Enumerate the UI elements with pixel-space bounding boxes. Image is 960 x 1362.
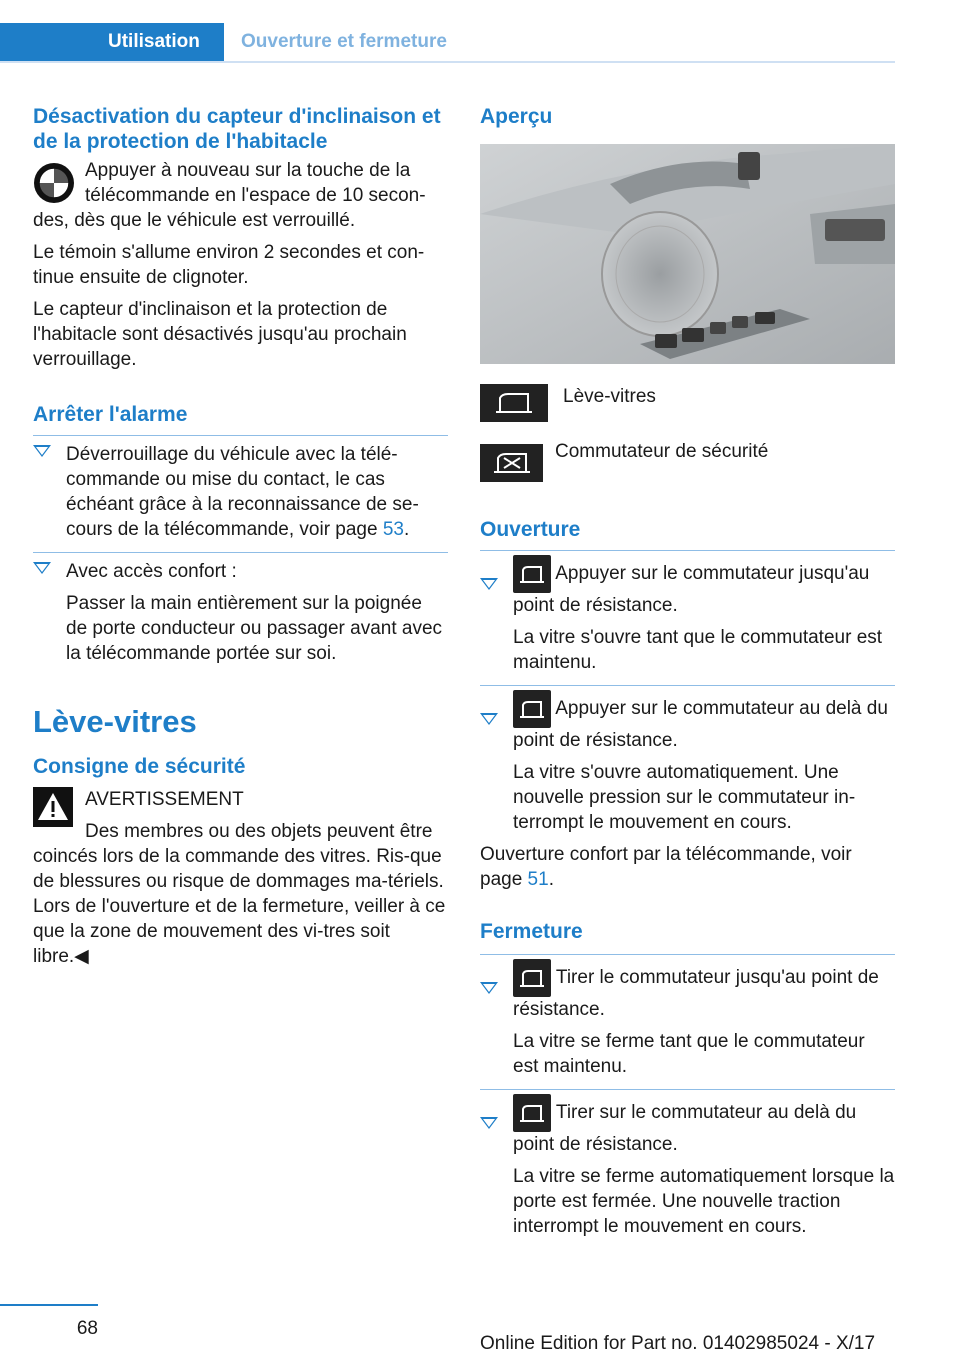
bullet-text: La vitre se ferme automatiquement lorsque la porte est fermée. Une nouvelle traction interrompt le mouvement en cours. <box>513 1166 895 1237</box>
para-desact-2: Le témoin s'allume environ 2 secondes et con‐tinue ensuite de clignoter. <box>33 242 425 288</box>
bullet-triangle-icon <box>480 713 498 725</box>
bullet-triangle-icon <box>33 562 51 574</box>
list-item <box>33 559 448 666</box>
window-switch-icon <box>513 555 551 593</box>
list-item <box>480 1094 895 1239</box>
bullet-text: La vitre se ferme tant que le commutateur est maintenu. <box>513 1031 865 1077</box>
legend-row <box>480 441 895 488</box>
divider <box>480 1089 895 1090</box>
door-panel-image <box>480 144 895 364</box>
desact-block <box>33 158 448 233</box>
tab-ouverture-fermeture[interactable]: Ouverture et fermeture <box>241 31 447 52</box>
bullet-triangle-icon <box>480 1117 498 1129</box>
page-number: 68 <box>76 1318 98 1339</box>
divider <box>33 435 448 436</box>
window-switch-icon <box>513 690 551 728</box>
punct: . <box>403 519 410 540</box>
page-link-53[interactable]: 53 <box>382 519 404 540</box>
warning-text: Des membres ou des objets peuvent être coincés lors de la commande des vitres. Ris‐que de blessures ou risque de dommages ma‐tériels. Lors de l'ouverture et de la fermeture, veiller à ce que la zone de mouvement des vi‐tres soit libre.◀ <box>33 821 446 967</box>
heading-ouverture: Ouverture <box>480 518 581 541</box>
bullet-text: Tirer le commutateur jusqu'au point de résistance. <box>513 967 879 1020</box>
bullet-text: Appuyer sur le commutateur jusqu'au point de résistance. <box>513 563 870 616</box>
window-switch-icon <box>480 384 548 422</box>
warning-block <box>33 787 448 969</box>
bullet-triangle-icon <box>480 578 498 590</box>
bullet-text: Tirer sur le commutateur au delà du point de résistance. <box>513 1102 857 1155</box>
list-item <box>33 442 448 542</box>
legend-commutateur-securite: Commutateur de sécurité <box>555 441 769 462</box>
divider <box>480 550 895 551</box>
bullet-title: Avec accès confort : <box>66 561 237 582</box>
divider <box>480 954 895 955</box>
heading-leve-vitres: Lève-vitres <box>33 704 197 739</box>
divider <box>480 685 895 686</box>
window-switch-icon <box>513 1094 551 1132</box>
window-switch-icon <box>513 959 551 997</box>
tab-utilisation[interactable]: Utilisation <box>0 23 224 61</box>
safety-switch-icon <box>480 444 543 482</box>
bullet-text: Passer la main entièrement sur la poignée de porte conducteur ou passager avant avec la télécommande portée sur soi. <box>66 593 443 664</box>
heading-arreter-alarme: Arrêter l'alarme <box>33 403 188 426</box>
para-desact-3: Le capteur d'inclinaison et la protection de l'habitacle sont désactivés jusqu'au prochain verrouillage. <box>33 299 407 370</box>
bullet-triangle-icon <box>33 445 51 457</box>
header-bar <box>0 23 895 63</box>
bullet-text: La vitre s'ouvre automatiquement. Une nouvelle pression sur le commutateur in‐terrompt le mouvement en cours. <box>513 762 856 833</box>
left-column <box>33 104 448 969</box>
bullet-text: La vitre s'ouvre tant que le commutateur est maintenu. <box>513 627 883 673</box>
page-link-51[interactable]: 51 <box>527 869 549 890</box>
bmw-key-icon <box>33 162 75 204</box>
heading-fermeture: Fermeture <box>480 920 583 943</box>
bullet-text: Déverrouillage du véhicule avec la télé‐commande ou mise du contact, le cas échéant grâce à la reconnaissance de se‐cours de la télécommande, voir page <box>66 444 419 540</box>
legend-leve-vitres: Lève-vitres <box>563 386 656 407</box>
heading-desactivation: Désactivation du capteur d'inclinaison et de la protection de l'habitacle <box>33 105 441 153</box>
para-desact-1: Appuyer à nouveau sur la touche de la télécommande en l'espace de 10 secon‐des, dès que le véhicule est verrouillé. <box>33 160 426 231</box>
list-item <box>480 555 895 675</box>
divider <box>33 552 448 553</box>
warning-icon <box>33 787 73 827</box>
footer-edition: Online Edition for Part no. 01402985024 - X/17 <box>480 1333 876 1354</box>
right-column <box>480 104 895 1239</box>
list-item <box>480 959 895 1079</box>
bullet-triangle-icon <box>480 982 498 994</box>
warning-label: AVERTISSEMENT <box>85 789 244 810</box>
footer-rule <box>0 1304 98 1306</box>
para-ouverture-confort: Ouverture confort par la télécommande, voir page <box>480 844 852 890</box>
punct: . <box>548 869 554 890</box>
heading-consigne-securite: Consigne de sécurité <box>33 755 246 778</box>
bullet-text: Appuyer sur le commutateur au delà du point de résistance. <box>513 698 888 751</box>
list-item <box>480 690 895 835</box>
heading-apercu: Aperçu <box>480 105 553 128</box>
legend-row <box>480 384 895 428</box>
